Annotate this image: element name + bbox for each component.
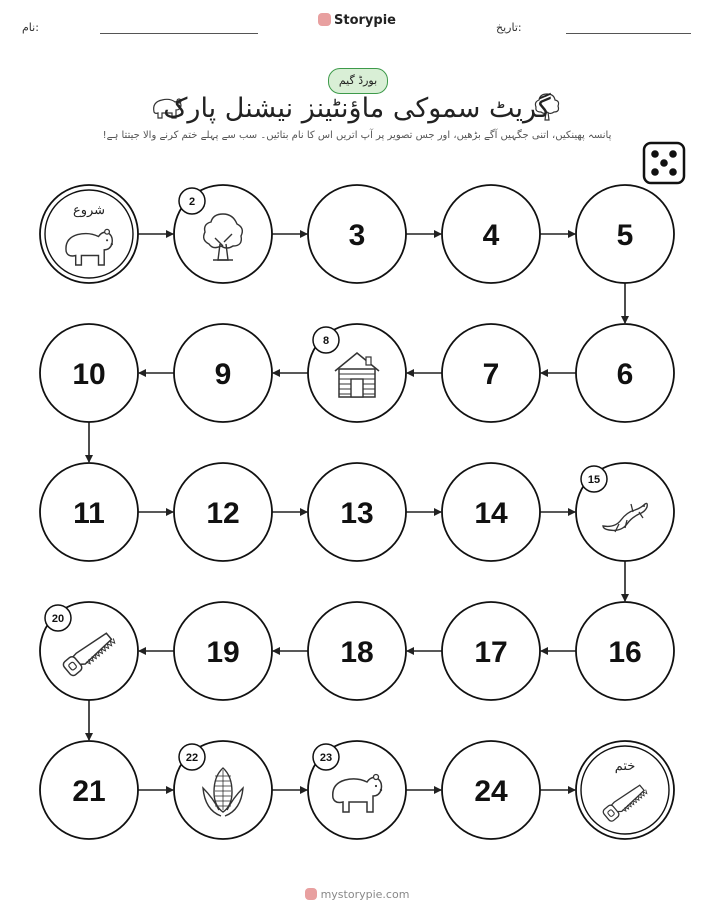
space-number: 14 [474,497,508,530]
board-game-badge: بورڈ گیم [328,68,388,94]
space-number: 24 [474,775,508,808]
brand-text: Storypie [334,13,396,28]
board-space-20 [40,602,138,700]
space-number: 11 [73,497,105,530]
name-label: نام: [22,21,39,34]
space-number: 22 [185,752,199,764]
space-circle [576,741,674,839]
space-number: 23 [319,752,333,764]
space-number: 10 [72,358,106,391]
page-title: گریٹ سموکی ماؤنٹینز نیشنل پارک [163,93,551,124]
board-space-25 [576,741,674,839]
board-space-24 [442,741,540,839]
board-space-19 [174,602,272,700]
date-label: تاریخ: [496,21,522,34]
board-space-8 [308,324,406,422]
space-number: 19 [206,636,240,669]
board-space-13 [308,463,406,561]
footer [0,888,714,901]
space-number: 17 [474,636,508,669]
space-number: 8 [322,335,330,347]
finish-label: ختم [614,758,636,773]
board-space-22 [174,741,272,839]
board-space-3 [308,185,406,283]
board-space-1 [40,185,138,283]
start-label: شروع [72,202,106,217]
space-number: 18 [340,636,374,669]
board-space-7 [442,324,540,422]
board-space-11 [40,463,138,561]
storypie-mascot-icon [305,888,317,900]
space-number: 3 [348,219,366,252]
board-space-15 [576,463,674,561]
board-space-10 [40,324,138,422]
board-space-6 [576,324,674,422]
space-number: 5 [616,219,634,252]
board-space-5 [576,185,674,283]
space-number: 20 [51,613,65,625]
space-number: 2 [188,196,196,208]
space-number: 7 [482,358,500,391]
space-number: 6 [616,358,634,391]
space-number: 21 [72,775,106,808]
board-space-2 [174,185,272,283]
space-number: 4 [482,219,500,252]
board-space-23 [308,741,406,839]
board-space-16 [576,602,674,700]
board-space-14 [442,463,540,561]
instructions-text: پانسہ پھینکیں، اتنی جگہیں آگے بڑھیں، اور جس تصویر پر آپ اتریں اس کا نام بتائیں۔ سب سے پہلے ختم کرنے والا جیتتا ہے! [102,130,612,141]
board-space-17 [442,602,540,700]
board-space-21 [40,741,138,839]
board-space-12 [174,463,272,561]
board-spaces [40,185,674,839]
board-space-9 [174,324,272,422]
space-number: 15 [587,474,601,486]
board-space-4 [442,185,540,283]
space-number: 13 [340,497,374,530]
space-number: 12 [206,497,240,530]
board-space-18 [308,602,406,700]
space-number: 9 [214,358,232,391]
space-number: 16 [608,636,642,669]
footer-url[interactable]: mystorypie.com [320,888,410,901]
